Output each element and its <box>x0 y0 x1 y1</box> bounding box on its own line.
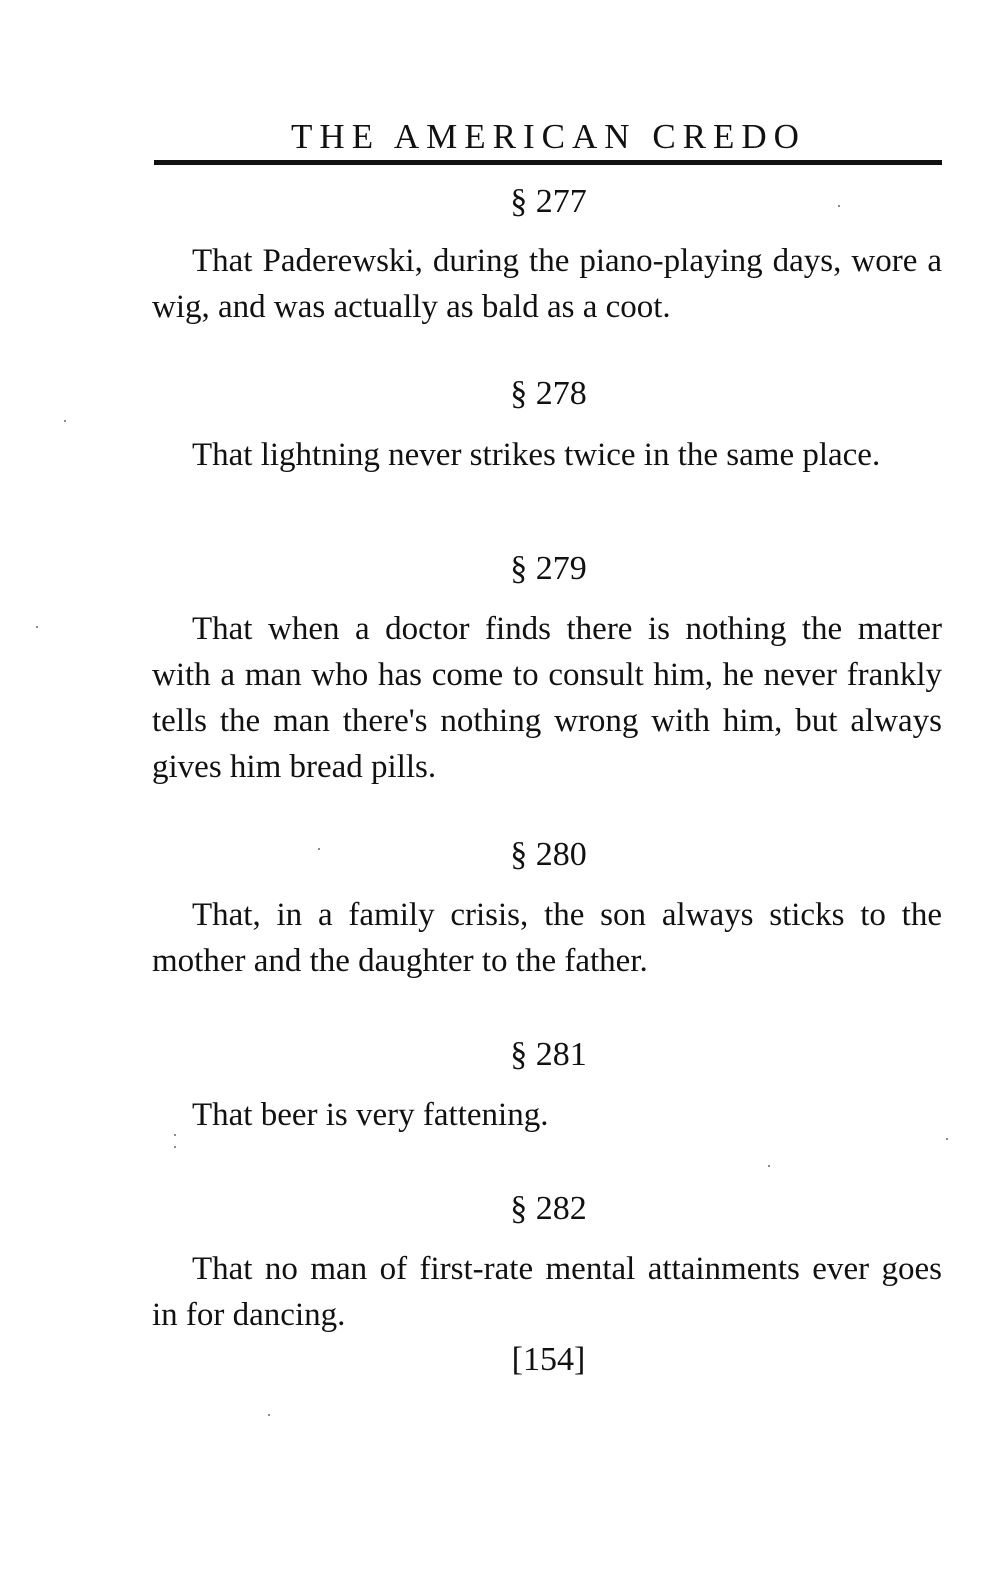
page-number: [154] <box>511 1341 586 1378</box>
paper-speck <box>64 420 66 422</box>
entry-text: That beer is very fattening. <box>192 1097 549 1133</box>
section-number: § 277 <box>510 183 587 220</box>
paper-speck <box>174 1146 176 1148</box>
paper-speck <box>838 205 840 207</box>
entry-text: That when a doctor finds there is nothing the matter with a man who has come to consult him, he never frankly tells the man there's nothing wrong with him, but always gives him bread pills. <box>152 611 942 785</box>
section-number: § 278 <box>510 375 587 412</box>
section-number: § 281 <box>510 1036 587 1073</box>
paper-speck <box>268 1414 270 1416</box>
entry-text: That Paderewski, during the piano-playing days, wore a wig, and was actually as bald as a coot. <box>152 243 942 325</box>
paper-speck <box>36 626 38 628</box>
paper-speck <box>768 1165 770 1167</box>
entry-text: That no man of first-rate mental attainments ever goes in for dancing. <box>152 1251 942 1333</box>
entry-text: That, in a family crisis, the son always sticks to the mother and the daughter to the father. <box>152 897 942 979</box>
section-number: § 280 <box>510 836 587 873</box>
paper-speck <box>174 1134 176 1136</box>
paper-speck <box>318 848 320 850</box>
running-head: THE AMERICAN CREDO <box>291 117 806 156</box>
section-number: § 279 <box>510 550 587 587</box>
section-number: § 282 <box>510 1190 587 1227</box>
paper-speck <box>946 1138 948 1140</box>
entry-text: That lightning never strikes twice in the same place. <box>192 437 881 473</box>
header-rule <box>154 160 942 165</box>
